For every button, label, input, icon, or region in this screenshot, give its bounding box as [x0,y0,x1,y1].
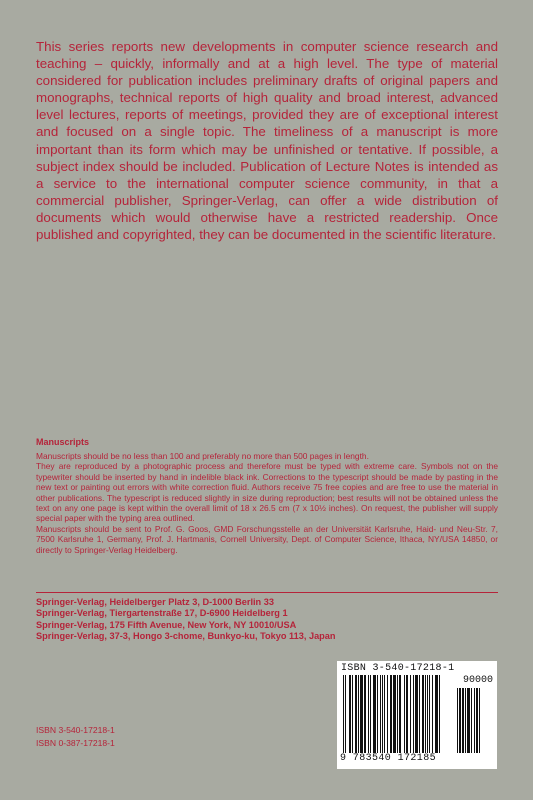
barcode-bar [355,675,357,753]
barcode-bar [415,675,418,753]
barcode-bar [479,688,480,753]
barcode-bar [352,675,353,753]
barcode-bar [429,675,430,753]
barcode-bar [397,675,398,753]
series-description [36,38,498,243]
barcode-bar [393,675,396,753]
barcode-bar [413,675,414,753]
barcode-ean-digits: 9 783540 172185 [340,753,437,764]
barcode-bar [358,675,359,753]
barcode-bar [370,675,371,753]
publisher-addresses [36,597,506,643]
barcode-bar [360,675,363,753]
barcode-bar [410,675,411,753]
manuscripts-length-text: Manuscripts should be no less than 100 and preferably no more than 500 pages in length. [36,451,369,461]
barcode-isbn-label: ISBN 3-540-17218-1 [341,663,455,674]
barcode-bar [465,688,466,753]
barcode-bar [380,675,381,753]
barcode-bar [435,675,438,753]
series-description-text: This series reports new developments in computer science research and teaching – quickly, informally and at a high level. The type of material considered for publication includes preliminary drafts of original papers and monographs, technical reports of high quality and broad interest, advanced level lectures, reports of meetings, provided they are of exceptional interest and focused on a single topic. The timeliness of a manuscript is more important than its form which may be unfinished or tentative. If possible, a subject index should be included. Publication of Lecture Notes is intended as a service to the international computer science community, in that a commercial publisher, Springer-Verlag, can offer a wide distribution of documents which would otherwise have a restricted readership. Once published and copyrighted, they can be documented in the scientific literature. [36,39,498,243]
barcode-bar [373,675,376,753]
manuscripts-section [36,451,498,555]
manuscripts-heading: Manuscripts [36,437,90,447]
manuscripts-submission-text: Manuscripts should be sent to Prof. G. Goos, GMD Forschungsstelle an der Universität Karlsruhe, Haid- und Neu-Str. 7, 7500 Karlsruhe 1, Germany, Prof. J. Hartmanis, Cornell University, Dept. of Computer Science, Ithaca, NY/USA 14850, or directly to Springer-Verlag Heidelberg. [36,523,498,555]
barcode-bar [462,688,464,753]
barcode-bar [404,675,405,753]
barcode-bar [387,675,388,753]
barcode-bar [364,675,366,753]
barcode-bar [390,675,392,753]
address-berlin: Springer-Verlag, Heidelberger Platz 3, D-1000 Berlin 33 [36,597,274,607]
barcode-bar [459,688,461,753]
isbn-american: ISBN 0-387-17218-1 [36,737,115,748]
barcode-bar [439,675,440,753]
barcode-addon-number: 90000 [462,675,493,686]
addon-barcode-bars [457,688,491,753]
barcode-bar [432,675,433,753]
barcode-bar [457,688,458,753]
barcode-bar [382,675,383,753]
barcode-bar [474,688,475,753]
barcode-bar [345,675,346,753]
isbn-german: ISBN 3-540-17218-1 [36,725,115,735]
address-tokyo: Springer-Verlag, 37-3, Hongo 3-chome, Bunkyo-ku, Tokyo 113, Japan [36,631,336,642]
address-heidelberg: Springer-Verlag, Tiergartenstraße 17, D-6900 Heidelberg 1 [36,608,288,619]
divider-line [36,592,498,593]
ean-barcode-bars [343,675,451,753]
barcode-bar [384,675,385,753]
barcode-bar [343,675,344,753]
barcode-bar [406,675,408,753]
barcode-bar [471,688,472,753]
barcode-bar [427,675,428,753]
isbn-list [36,724,115,749]
barcode-bar [422,675,424,753]
barcode-bar [419,675,420,753]
barcode-bar [368,675,369,753]
barcode-block [337,661,497,769]
barcode-bar [425,675,426,753]
barcode-bar [399,675,401,753]
barcode-bar [349,675,351,753]
barcode-bar [377,675,378,753]
manuscripts-reproduction-text: They are reproduced by a photographic process and therefore must be typed with extreme care. Symbols not on the typewriter should be inserted by hand in indelible black ink. Corrections to the typescript should be made by pasting in the new text or painting out errors with white correction fluid. Authors receive 75 free copies and are free to use the material in other publications. The typescript is reduced slightly in size during reproduction; best results will not be obtained unless the text on any one page is kept within the overall limit of 18 x 26.5 cm (7 x 10½ inches). On request, the publisher will supply special paper with the typing area outlined. [36,461,498,524]
barcode-bar [467,688,470,753]
barcode-bar [476,688,478,753]
address-new-york: Springer-Verlag, 175 Fifth Avenue, New York, NY 10010/USA [36,619,297,630]
